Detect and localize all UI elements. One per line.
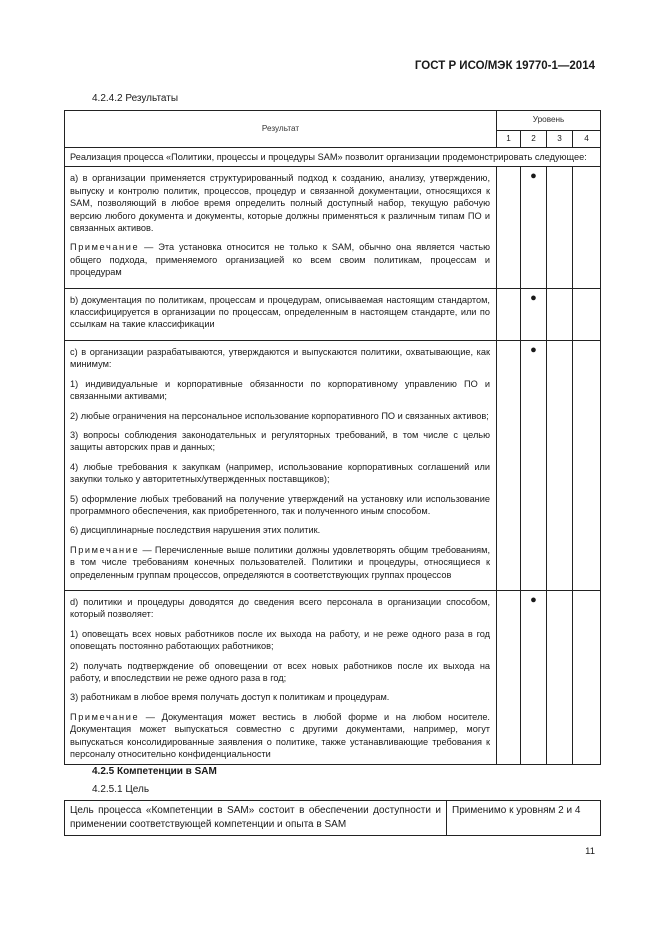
note-label: Примечание bbox=[70, 242, 140, 253]
standard-header: ГОСТ Р ИСО/МЭК 19770-1—2014 bbox=[414, 60, 595, 72]
result-cell-d bbox=[65, 590, 497, 764]
result-paragraph: d) политики и процедуры доводятся до сведения всего персонала в организации способом, который позволяет: bbox=[70, 596, 490, 620]
result-paragraph: 3) вопросы соблюдения законодательных и регуляторных требований, в том числе с целью защиты авторских прав и данных; bbox=[70, 429, 490, 453]
goal-applicability: Применимо к уровням 2 и 4 bbox=[447, 801, 601, 836]
level-cell-3 bbox=[547, 167, 573, 288]
section-heading-competence: 4.2.5 Компетенции в SAM bbox=[92, 766, 217, 777]
result-paragraph: 6) дисциплинарные последствия нарушения этих политик. bbox=[70, 525, 321, 536]
level-cell-4 bbox=[573, 340, 601, 590]
note bbox=[70, 241, 490, 278]
level-cell-1 bbox=[497, 340, 521, 590]
note-label: Примечание bbox=[70, 711, 140, 722]
column-header-level: Уровень bbox=[497, 111, 601, 131]
result-cell-c bbox=[65, 340, 497, 590]
results-table bbox=[64, 110, 601, 765]
result-paragraph: c) в организации разрабатываются, утверждаются и выпускаются политики, охватывающие, как минимум: bbox=[70, 346, 490, 370]
level-cell-1 bbox=[497, 167, 521, 288]
column-header-result: Результат bbox=[65, 111, 497, 148]
table-row bbox=[65, 340, 601, 590]
table-row bbox=[65, 167, 601, 288]
result-paragraph: 5) оформление любых требований на получение утверждений на установку или использование программного обеспечения, как приобретенного, так и полученного иным способом. bbox=[70, 493, 490, 516]
result-paragraph: 3) работникам в любое время получать доступ к политикам и процедурам. bbox=[70, 692, 390, 703]
note bbox=[70, 711, 490, 761]
level-cell-3 bbox=[547, 288, 573, 340]
section-heading-results: 4.2.4.2 Результаты bbox=[92, 93, 179, 104]
goal-table bbox=[64, 800, 601, 836]
level-cell-4 bbox=[573, 590, 601, 764]
level-header-4: 4 bbox=[573, 131, 601, 148]
result-paragraph: 2) любые ограничения на персональное использование корпоративного ПО и связанных активов; bbox=[70, 410, 489, 421]
level-cell-4 bbox=[573, 167, 601, 288]
level-2-marker: ● bbox=[521, 590, 547, 764]
result-paragraph: b) документация по политикам, процессам и процедурам, описываемая настоящим стандартом, классифицируется в организации по процессам, определенным в настоящем стандарте, или по ссылкам на такие классификации bbox=[70, 294, 490, 330]
note-text: — Эта установка относится не только к SAM, обычно она является частью общего подхода, применяемого организацией ко всем своим политикам, процессам и процедурам bbox=[70, 242, 490, 278]
section-heading-goal: 4.2.5.1 Цель bbox=[92, 784, 150, 795]
level-cell-3 bbox=[547, 340, 573, 590]
note bbox=[70, 544, 490, 581]
result-cell-b bbox=[65, 288, 497, 340]
level-header-2: 2 bbox=[521, 131, 547, 148]
level-header-1: 1 bbox=[497, 131, 521, 148]
note-text: — Перечисленные выше политики должны удовлетворять общим требованиям, в том числе требованиям конечных пользователей. Политики и процедуры, относящиеся к определенным группам процессов, определяются в соответствующих группах процессов bbox=[70, 544, 490, 580]
page-number: 11 bbox=[585, 846, 595, 857]
result-paragraph: a) в организации применяется структурированный подход к созданию, анализу, утверждению, выпуску и контролю политик, процессов, процедур и связанной документации, относящихся к SAM, позволяющий в любое время определить полный доступный набор, текущую рабочую версию любого документа и документы, которые должны применяться к различным типам ПО и связанных активов. bbox=[70, 173, 490, 234]
goal-text: Цель процесса «Компетенции в SAM» состоит в обеспечении доступности и применении соответствующей компетенции и опыта в SAM bbox=[65, 801, 447, 836]
result-paragraph: 4) любые требования к закупкам (например, использование корпоративных соглашений или закупки только у авторитетных/утвержденных поставщиков); bbox=[70, 461, 490, 485]
results-intro: Реализация процесса «Политики, процессы и процедуры SAM» позволит организации продемонстрировать следующее: bbox=[65, 148, 601, 167]
result-paragraph: 1) индивидуальные и корпоративные обязанности по корпоративному управлению ПО и связанными активами; bbox=[70, 378, 490, 402]
result-paragraph: 2) получать подтверждение об оповещении от всех новых работников после их выхода на работу, и впоследствии не реже одного раза в год; bbox=[70, 660, 490, 683]
table-row bbox=[65, 590, 601, 764]
level-cell-3 bbox=[547, 590, 573, 764]
level-cell-1 bbox=[497, 590, 521, 764]
note-label: Примечание bbox=[70, 544, 140, 555]
result-paragraph: 1) оповещать всех новых работников после их выхода на работу, и не реже одного раза в год оповещать постоянно работающих работников; bbox=[70, 628, 490, 652]
note-text: — Документация может вестись в любой форме и на любом носителе. Документация может выпускаться совместно с другими документами, например, могут выпускаться консолидированные заявления о политике, также устанавливающие требования к персоналу относительно конфиденциальности bbox=[70, 711, 490, 760]
result-cell-a bbox=[65, 167, 497, 288]
level-2-marker: ● bbox=[521, 340, 547, 590]
level-cell-1 bbox=[497, 288, 521, 340]
table-row bbox=[65, 288, 601, 340]
level-2-marker: ● bbox=[521, 288, 547, 340]
level-header-3: 3 bbox=[547, 131, 573, 148]
level-2-marker: ● bbox=[521, 167, 547, 288]
level-cell-4 bbox=[573, 288, 601, 340]
